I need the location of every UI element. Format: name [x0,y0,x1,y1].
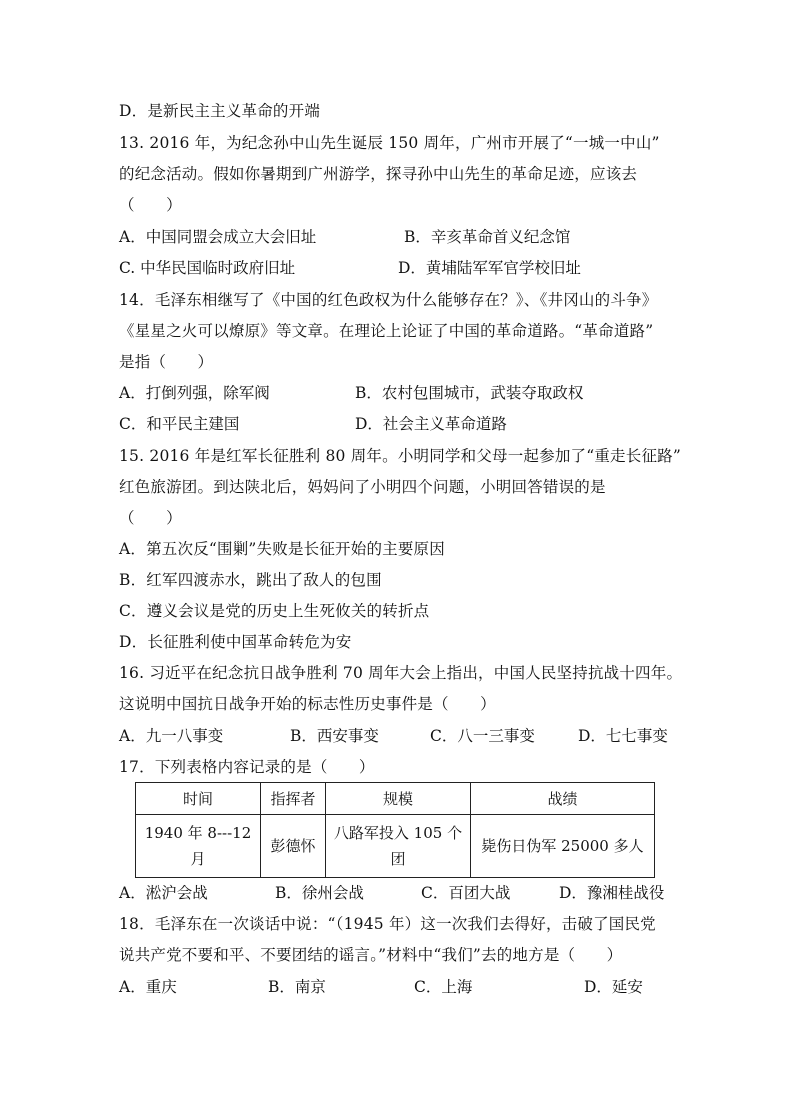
q18-line-2: 说共产党不要和平、不要团结的谣言。”材料中“我们”去的地方是（ ） [119,946,623,964]
q17-option-c: C．百团大战 [421,884,511,902]
q18-option-b: B．南京 [268,978,326,996]
q16-option-a: A．九一八事变 [119,727,224,745]
q17-option-d: D．豫湘桂战役 [559,884,665,902]
table-header-scale: 规模 [326,783,471,815]
q14-line-2: 《星星之火可以燎原》等文章。在理论上论证了中国的革命道路。“革命道路” [119,322,654,340]
table-cell-scale: 八路军投入 105 个团 [326,815,471,878]
table-header-commander: 指挥者 [261,783,326,815]
q16-line-1: 16. 习近平在纪念抗日战争胜利 70 周年大会上指出，中国人民坚持抗战十四年。 [119,664,683,682]
q15-line-2: 红色旅游团。到达陕北后，妈妈问了小明四个问题，小明回答错误的是 [119,478,606,496]
q12-option-d: D．是新民主主义革命的开端 [119,102,321,120]
q15-option-d: D．长征胜利使中国革命转危为安 [119,633,352,651]
q18-line-1: 18．毛泽东在一次谈话中说：“（1945 年）这一次我们去得好，击破了国民党 [119,915,656,933]
table-header-row [136,783,655,815]
q15-option-a: A．第五次反“围剿”失败是长征开始的主要原因 [119,540,445,558]
q14-option-c: C．和平民主建国 [119,415,240,433]
table-header-time: 时间 [136,783,261,815]
q16-line-2: 这说明中国抗日战争开始的标志性历史事件是（ ） [119,695,496,713]
q13-line-1: 13. 2016 年，为纪念孙中山先生诞辰 150 周年，广州市开展了“一城一中山” [119,134,660,152]
q18-option-c: C．上海 [414,978,473,996]
q15-option-b: B．红军四渡赤水，跳出了敌人的包围 [119,571,382,589]
q15-option-c: C．遵义会议是党的历史上生死攸关的转折点 [119,602,430,620]
q14-line-1: 14．毛泽东相继写了《中国的红色政权为什么能够存在？》、《井冈山的斗争》 [119,291,658,309]
table-cell-result: 毙伤日伪军 25000 多人 [471,815,655,878]
q15-line-1: 15. 2016 年是红军长征胜利 80 周年。小明同学和父母一起参加了“重走长征路” [119,447,681,465]
q17-option-b: B．徐州会战 [275,884,364,902]
table-header-result: 战绩 [471,783,655,815]
q13-line-2: 的纪念活动。假如你暑期到广州游学，探寻孙中山先生的革命足迹，应该去 [119,165,638,183]
table-cell-commander: 彭德怀 [261,815,326,878]
battle-record-table [135,782,655,878]
q16-option-b: B．西安事变 [290,727,379,745]
q17-option-a: A．淞沪会战 [119,884,208,902]
q16-option-c: C．八一三事变 [430,727,535,745]
q15-line-3: （ ） [119,509,182,527]
q13-option-a: A．中国同盟会成立大会旧址 [119,228,317,246]
q14-option-b: B．农村包围城市，武装夺取政权 [355,384,584,402]
q16-option-d: D．七七事变 [578,727,668,745]
q14-option-d: D．社会主义革命道路 [355,415,507,433]
q13-option-b: B．辛亥革命首义纪念馆 [404,228,571,246]
table-row [136,815,655,878]
q13-line-3: （ ） [119,196,182,214]
q13-option-c: C. 中华民国临时政府旧址 [119,259,296,277]
table-cell-time: 1940 年 8---12月 [136,815,261,878]
q18-option-d: D．延安 [584,978,643,996]
q14-option-a: A．打倒列强，除军阀 [119,384,270,402]
q17-line-1: 17．下列表格内容记录的是（ ） [119,758,375,776]
q13-option-d: D．黄埔陆军军官学校旧址 [398,259,581,277]
q14-line-3: 是指（ ） [119,353,214,371]
q18-option-a: A．重庆 [119,978,177,996]
